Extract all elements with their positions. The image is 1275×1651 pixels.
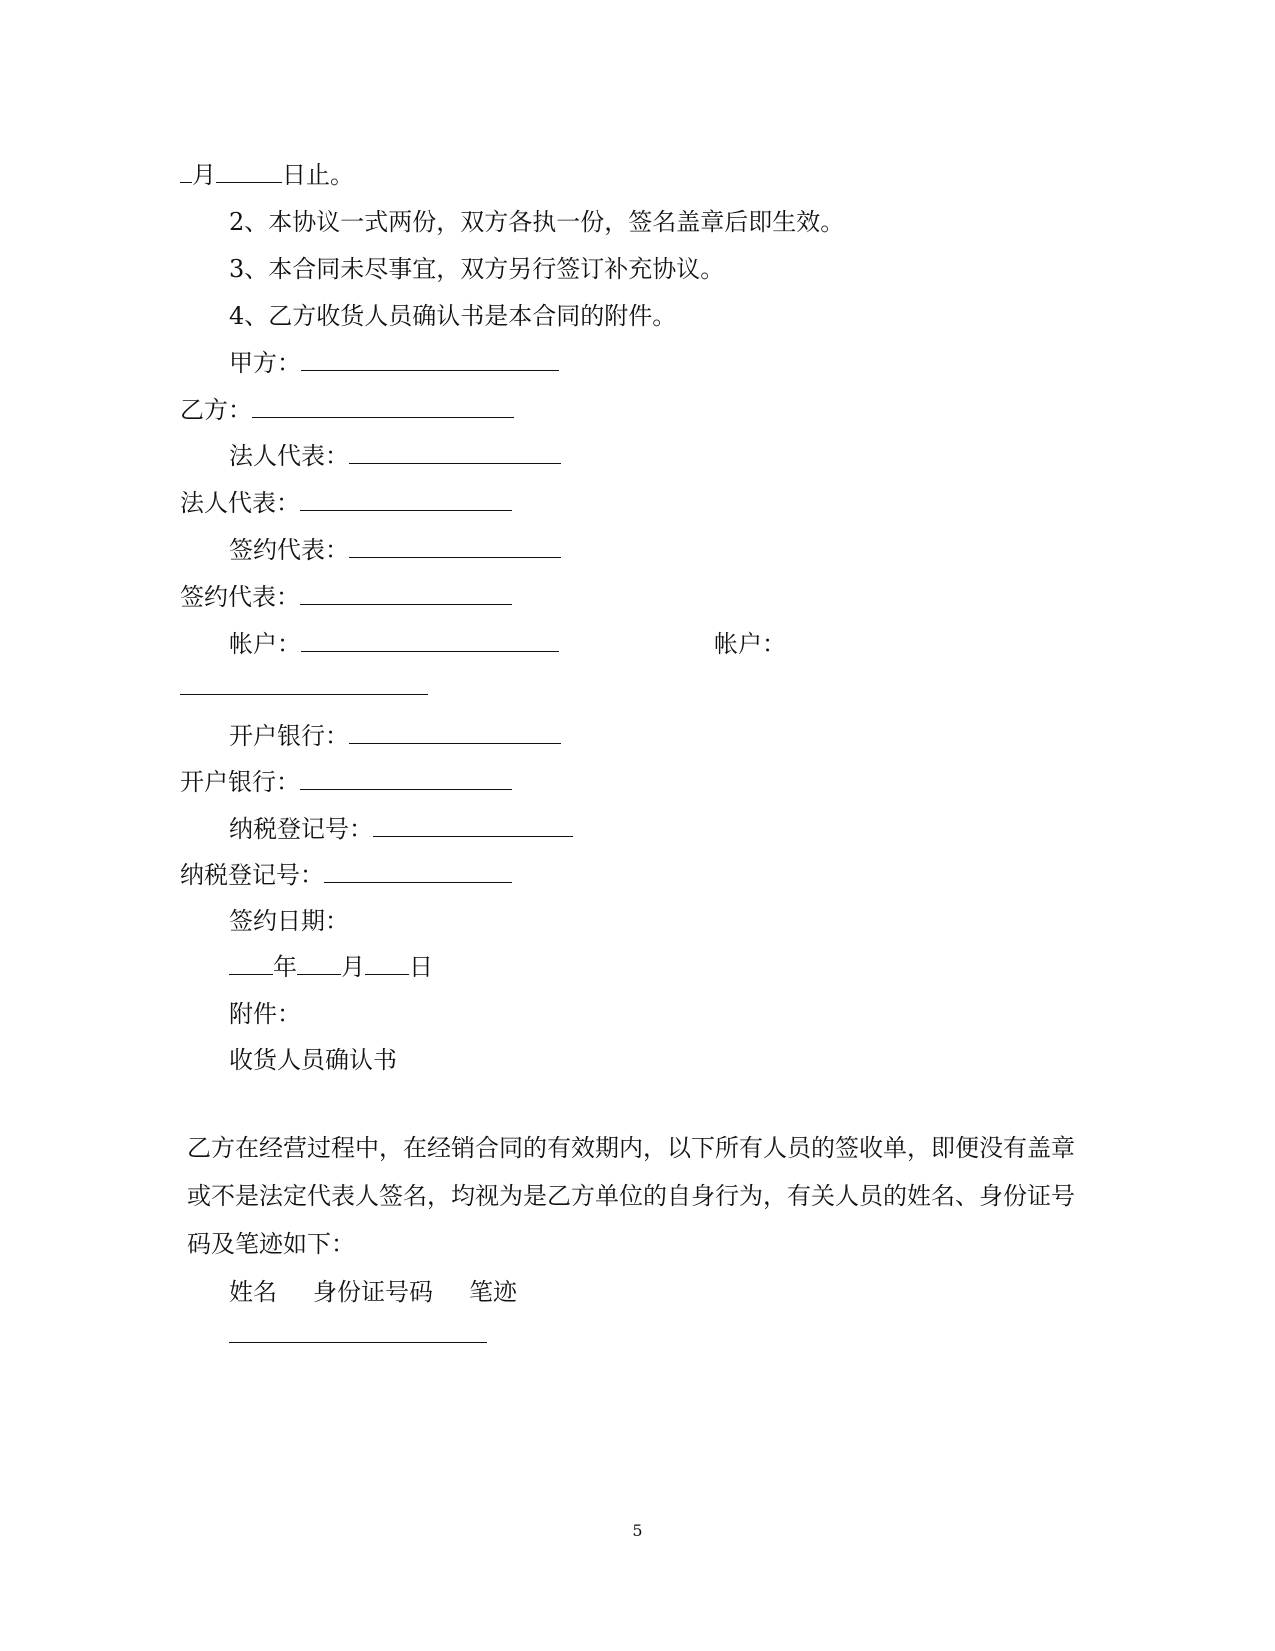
party-a-field — [229, 348, 559, 378]
month-blank — [297, 954, 341, 975]
tax-no-a-blank — [373, 816, 573, 837]
legal-rep-a-field — [229, 441, 561, 471]
year-blank — [229, 954, 273, 975]
signing-rep-a-field — [229, 535, 561, 565]
legal-rep-a-blank — [349, 443, 561, 464]
account-a-field — [229, 629, 559, 659]
confirmation-table-blank-line — [229, 1320, 487, 1350]
account-b-label: 帐户： — [714, 630, 786, 658]
tax-no-a-label: 纳税登记号： — [229, 815, 373, 843]
account-b-blank-line — [180, 672, 428, 702]
tax-no-b-blank — [324, 862, 512, 883]
signing-rep-b-blank — [300, 584, 512, 605]
legal-rep-b-label: 法人代表： — [180, 489, 300, 517]
signing-rep-b-label: 签约代表： — [180, 583, 300, 611]
tax-no-b-field — [180, 860, 512, 890]
party-a-blank — [301, 350, 559, 371]
end-date-line — [180, 160, 354, 190]
end-date-month-text: 月 — [192, 161, 216, 189]
blank-underline — [216, 162, 282, 183]
end-date-day-text: 日止。 — [282, 161, 354, 189]
party-b-label: 乙方： — [180, 396, 252, 424]
day-blank — [365, 954, 409, 975]
sign-date-blanks — [229, 952, 433, 982]
attachment-label: 附件： — [229, 1000, 301, 1028]
confirmation-paragraph: 乙方在经营过程中，在经销合同的有效期内，以下所有人员的签收单，即便没有盖章或不是法定代表人签名，均视为是乙方单位的自身行为，有关人员的姓名、身份证号码及笔迹如下： — [187, 1134, 1075, 1258]
party-b-blank — [252, 397, 514, 418]
month-text: 月 — [341, 953, 365, 981]
bank-b-label: 开户银行： — [180, 768, 300, 796]
column-id-number-header: 身份证号码 — [313, 1278, 433, 1306]
year-text: 年 — [273, 953, 297, 981]
bank-a-label: 开户银行： — [229, 722, 349, 750]
bank-a-field — [229, 721, 561, 751]
signing-rep-a-blank — [349, 537, 561, 558]
clause-2: 2、本协议一式两份，双方各执一份，签名盖章后即生效。 — [229, 208, 845, 236]
account-a-label: 帐户： — [229, 630, 301, 658]
confirmation-table-header — [229, 1277, 517, 1307]
clause-3: 3、本合同未尽事宜，双方另行签订补充协议。 — [229, 255, 725, 283]
party-b-field — [180, 395, 514, 425]
signing-rep-b-field — [180, 582, 512, 612]
table-row-blank — [229, 1322, 487, 1343]
clause-4: 4、乙方收货人员确认书是本合同的附件。 — [229, 302, 677, 330]
day-text: 日 — [409, 953, 433, 981]
bank-a-blank — [349, 723, 561, 744]
column-handwriting-header: 笔迹 — [469, 1278, 517, 1306]
blank-underline — [180, 162, 192, 183]
legal-rep-a-label: 法人代表： — [229, 442, 349, 470]
tax-no-a-field — [229, 814, 573, 844]
account-b-blank — [180, 674, 428, 695]
legal-rep-b-field — [180, 488, 512, 518]
party-a-label: 甲方： — [229, 349, 301, 377]
attachment-title: 收货人员确认书 — [229, 1046, 397, 1074]
bank-b-field — [180, 767, 512, 797]
bank-b-blank — [300, 769, 512, 790]
signing-rep-a-label: 签约代表： — [229, 536, 349, 564]
account-a-blank — [301, 631, 559, 652]
column-name-header: 姓名 — [229, 1278, 277, 1306]
tax-no-b-label: 纳税登记号： — [180, 861, 324, 889]
sign-date-label: 签约日期： — [229, 907, 349, 935]
page-number: 5 — [632, 1521, 643, 1540]
legal-rep-b-blank — [300, 490, 512, 511]
